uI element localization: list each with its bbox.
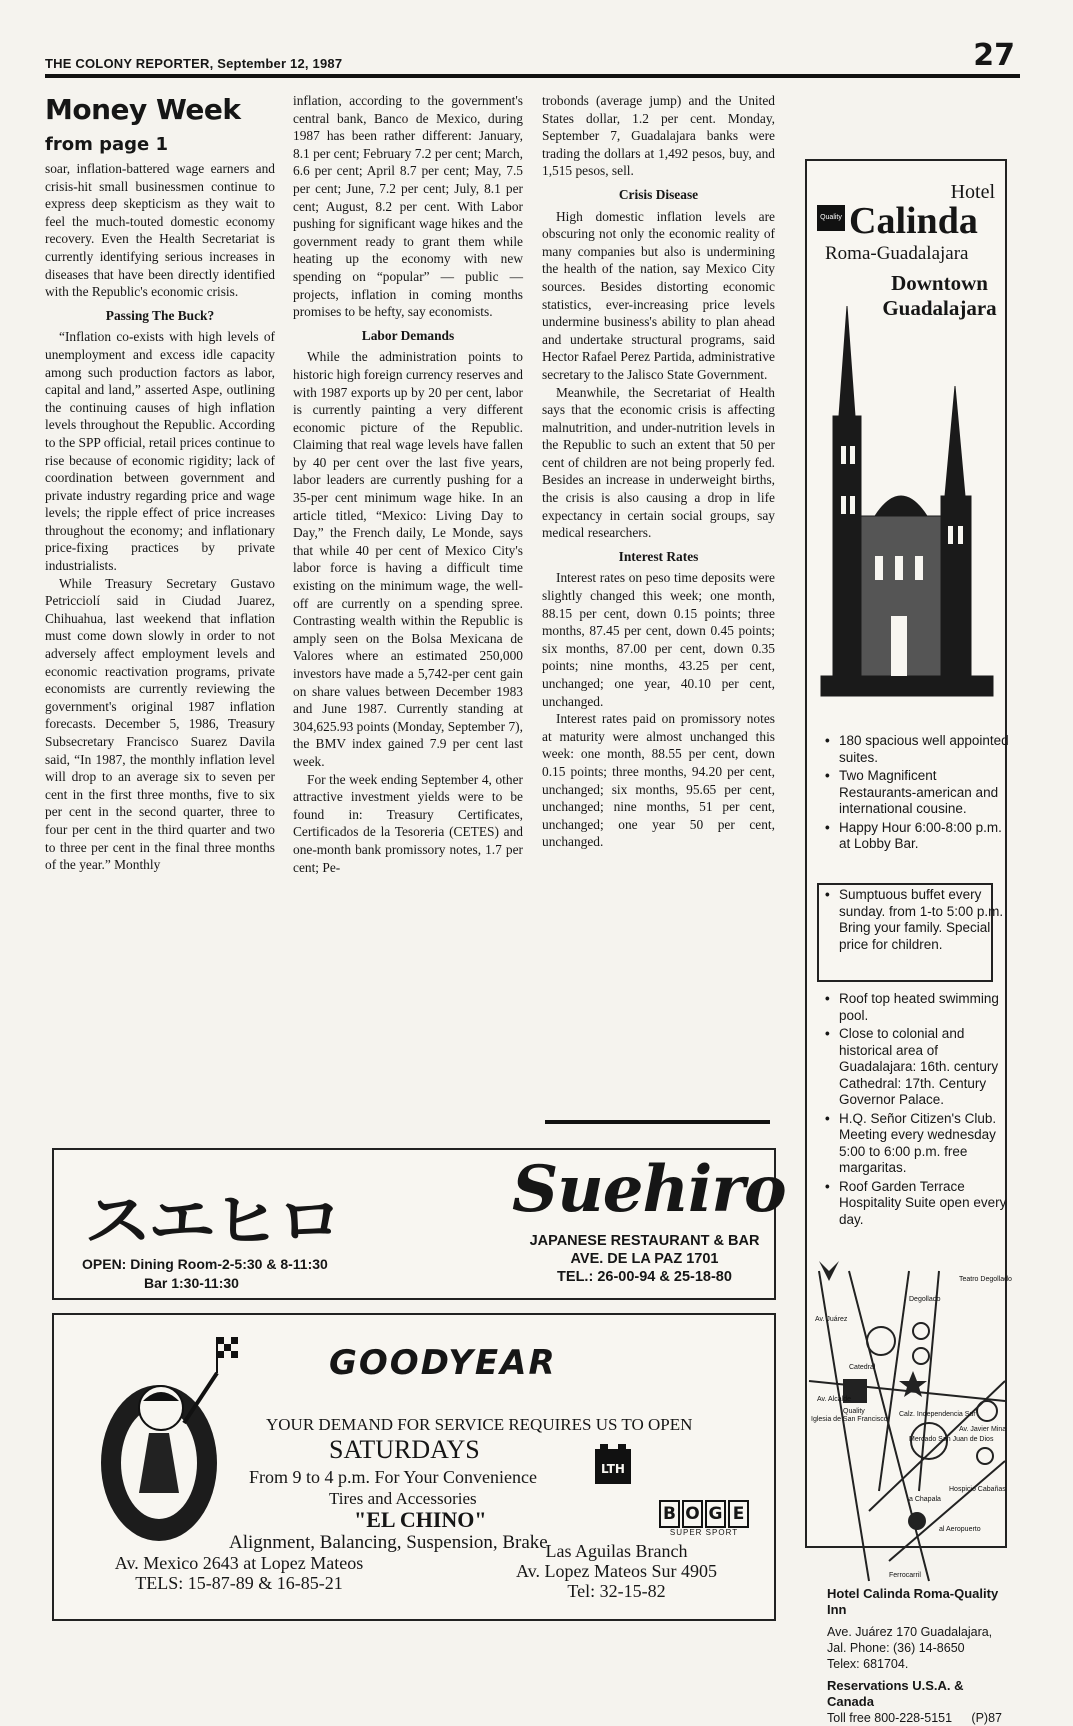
hotel-subtitle: Roma-Guadalajara <box>825 243 969 264</box>
feature-item: • Roof Garden Terrace Hospitality Suite open every day. <box>839 1179 1009 1229</box>
ad-code: (P)87 <box>971 1711 1002 1725</box>
page-number: 27 <box>973 38 1015 73</box>
saturdays-heading: SATURDAYS <box>329 1435 480 1464</box>
aguilas-branch-tel: Tel: 32-15-82 <box>567 1581 666 1601</box>
article-column-2 <box>293 92 523 876</box>
feature-item: • H.Q. Señor Citizen's Club. Meeting every wednesday 5:00 to 6:00 p.m. free margaritas. <box>839 1111 1009 1177</box>
suehiro-japanese-logo: スエヒロ <box>84 1188 341 1256</box>
paragraph: soar, inflation-battered wage earners and crisis-hit small businessmen continue to express deep skepticism as they wait to feel the much-touted domestic economy recovery. Even the Health Secretariat is currently identifying serious increases in diseases that have been directly identified with the Republic's economic crisis. <box>45 161 275 300</box>
hotel-footer <box>827 1586 1002 1726</box>
features-list <box>815 991 1009 1230</box>
paragraph: For the week ending September 4, other attractive investment yields were to be found in: Treasury Certificates, Certificados de la Tesoreria (CETES) and one-month bank promissory notes, 1.7 per cent; Pe- <box>293 771 523 875</box>
hours-line: From 9 to 4 p.m. For Your Convenience <box>249 1467 537 1487</box>
cathedral-illustration <box>815 296 999 721</box>
paragraph: While Treasury Secretary Gustavo Petricciolí said in Ciudad Juarez, Chihuahua, last weekend that inflation must come down slowly in order to not adversely affect employment levels and economic reactivation programs, private economists are currently reviewing the government's original 1987 inflation forecasts. December 5, 1986, Treasury Subsecretary Francisco Suarez Davila said, “In 1987, the monthly inflation level will drop to an average six to seven per cent in the first three months, five to six per cent in the second quarter, three to four per cent in the third quarter and two to three per cent in the final three months of the year.” Monthly <box>45 575 275 873</box>
map-label: Av. Javier Mina <box>959 1426 1007 1433</box>
mascot-illustration <box>99 1333 239 1545</box>
map-label: Teatro Degollado <box>959 1276 1012 1283</box>
map-label: Ferrocarril <box>889 1572 921 1579</box>
boge-tag: SUPER SPORT <box>669 1528 739 1537</box>
map-label: Calz. Independencia Sur <box>899 1411 976 1418</box>
article-headline: Money Week <box>45 93 241 126</box>
map-label: Quality <box>843 1408 865 1415</box>
map-label: Mercado San Juan de Dios <box>909 1436 994 1443</box>
map-label: a Chapala <box>909 1496 941 1503</box>
map-label: Catedral <box>849 1364 876 1371</box>
paragraph: Interest rates paid on promissory notes at maturity were almost unchanged this week: one month, 88.55 per cent, down 0.15 points; three months, 94.20 per cent, unchanged; six months, 95.65 per cent, unchanged; nine months, 51 per cent, unchanged; one year 50 per cent, unchanged. <box>542 711 775 850</box>
map-label: Av. Alcalde <box>817 1396 851 1403</box>
paper-dateline: THE COLONY REPORTER, September 12, 1987 <box>45 56 343 71</box>
section-heading: Crisis Disease <box>618 186 699 202</box>
map-label: Degollado <box>909 1296 941 1303</box>
section-heading: Interest Rates <box>618 548 699 564</box>
goodyear-tagline: YOUR DEMAND FOR SERVICE REQUIRES US TO OPEN <box>266 1415 693 1434</box>
paragraph: While the administration points to historic high foreign currency reserves and with 1987 exports up by 20 per cent, labor is currently painting a very different economic picture of the Republic. Claiming that real wage levels have fallen by 40 per cent over the last five years, labor leaders are currently pushing for a 35-per cent minimum wage hike. In an article titled, “Mexico: Living Day to Day,” the French daily, Le Monde, says that while 40 per cent of Mexico City's labor force is having a difficult time existing on the minimum wage, the well-off are currently on a spending spree. Contrasting wealth within the Republic is amply seen on the Bolsa Mexicana de Valores where an estimated 250,000 investors have made a 5,742-per cent gain on share values between December 1983 and June 1987. Currently standing at 304,625.93 points (Monday, September 7), the BMV index gained 7.9 per cent last week. <box>293 349 523 769</box>
restaurant-tel: TEL.: 26-00-94 & 25-18-80 <box>557 1269 732 1285</box>
boge-logo <box>659 1500 749 1537</box>
hotel-tollfree: Toll free 800-228-5151 <box>827 1711 953 1725</box>
aguilas-branch-address <box>499 1541 734 1601</box>
map-label: al Aeropuerto <box>939 1526 981 1533</box>
article-column-3 <box>542 92 775 851</box>
buffet-item: • Sumptuous buffet every sunday. from 1-to 5:00 p.m. Bring your family. Special price for children. <box>839 887 1009 953</box>
main-branch-street: Av. Mexico 2643 at Lopez Mateos <box>114 1553 364 1573</box>
hotel-label: Hotel <box>950 181 995 203</box>
article-column-1 <box>45 92 275 874</box>
products-line: Tires and Accessories <box>329 1489 477 1508</box>
amenity-item: • Two Magnificent Restaurants-american and international cousine. <box>839 768 1009 818</box>
aguilas-branch-name: Las Aguilas Branch <box>545 1541 688 1561</box>
buffet-list <box>815 887 1009 955</box>
restaurant-address: AVE. DE LA PAZ 1701 <box>570 1251 719 1267</box>
map-label: Av. Juárez <box>815 1316 848 1323</box>
hotel-telex: Telex: 681704. <box>827 1657 909 1671</box>
shop-name: "EL CHINO" <box>354 1507 487 1532</box>
hotel-address: Ave. Juárez 170 Guadalajara, <box>827 1625 993 1639</box>
main-branch-tels: TELS: 15-87-89 & 16-85-21 <box>135 1573 343 1593</box>
suehiro-hours <box>82 1255 328 1293</box>
continued-from: from page 1 <box>45 134 169 155</box>
paragraph: inflation, according to the government's central bank, Banco de Mexico, during 1987 has been rather different: January, 8.1 per cent; February 7.2 per cent; March, 6.6 per cent; April 8.7 per cent; May, 7.5 per cent; June, 7.2 per cent; July, 8.1 per cent; August, 8.2 per cent. With Labor pushing for significant wage hikes and the government ready to grant them while heating up the economy with new spending on “popular” — public — projects, inflation in coming months promises to be hefty, say economists. <box>293 93 523 320</box>
boge-letter: B <box>659 1500 680 1528</box>
masthead-rule <box>45 74 1020 78</box>
amenities-list <box>815 733 1009 855</box>
feature-item: • Close to colonial and historical area of Guadalajara: 16th. century Cathedral: 17th. Century Governor Palace. <box>839 1026 1009 1109</box>
paragraph: trobonds (average jump) and the United States dollar, 1.2 per cent. Monday, September 7, Guadalajara banks were trading the dollars at 1,492 pesos, buy, and 1,515 pesos, sell. <box>542 93 775 179</box>
feature-item: • Roof top heated swimming pool. <box>839 991 1009 1024</box>
location-map <box>809 1261 1012 1583</box>
boge-letter: G <box>705 1500 726 1528</box>
hotel-footer-name: Hotel Calinda Roma-Quality Inn <box>827 1586 999 1617</box>
amenity-item: • Happy Hour 6:00-8:00 p.m. at Lobby Bar. <box>839 820 1009 853</box>
aguilas-branch-street: Av. Lopez Mateos Sur 4905 <box>516 1561 717 1581</box>
article-end-rule <box>545 1120 770 1124</box>
hotel-calinda-ad <box>805 159 1012 1725</box>
suehiro-logo: Suehiro <box>512 1152 786 1227</box>
hotel-reservations: Reservations U.S.A. & Canada <box>827 1678 964 1709</box>
map-label: Hospicio Cabañas <box>949 1486 1006 1493</box>
services-line: Alignment, Balancing, Suspension, Brake <box>229 1532 548 1553</box>
amenity-item: • 180 spacious well appointed suites. <box>839 733 1009 766</box>
dining-hours: OPEN: Dining Room-2-5:30 & 8-11:30 <box>82 1256 328 1272</box>
suehiro-address-block <box>512 1232 777 1286</box>
paragraph: High domestic inflation levels are obscuring not only the economic reality of many companies but also is undermining the health of the nation, say Mexico City sources. Besides distorting economic statistics, ever-increasing price levels undermine business's ability to plan ahead and undertake structural programs, said Hector Rafael Perez Partida, administrative secretary to the Jalisco State Government. <box>542 208 775 382</box>
bar-hours: Bar 1:30-11:30 <box>144 1275 239 1291</box>
downtown-heading: Downtown Guadalajara <box>882 271 997 320</box>
boge-letter: E <box>728 1500 749 1528</box>
battery-icon <box>594 1443 632 1485</box>
map-label: Iglesia de San Francisco <box>811 1416 888 1423</box>
boge-letter: O <box>682 1500 703 1528</box>
paragraph: Interest rates on peso time deposits were slightly changed this week; one month, 88.15 per cent, down 0.15 points; three months, 87.45 per cent, down 0.45 points; six months, 87.00 per cent, down 0.35 points; nine months, 43.25 per cent, unchanged; one year, 40.10 per cent, unchanged. <box>542 570 775 709</box>
section-heading: Passing The Buck? <box>105 307 215 323</box>
section-heading: Labor Demands <box>361 327 455 343</box>
hotel-name: Calinda <box>849 200 978 242</box>
paragraph: “Inflation co-exists with high levels of unemployment and excess idle capacity among such production factors as labor, capital and land,” asserted Aspe, outlining the continuing causes of high inflation levels throughout the Republic. According to the SPP official, retail prices continue to rise because of economic rigidity; lack of coordination between government and private industry regarding price and wage levels; the ripple effect of price increases throughout the economy; and inflationary price-fixing practices by private industrialists. <box>45 329 275 574</box>
suehiro-ad <box>52 1148 786 1300</box>
quality-badge: Quality <box>817 205 845 231</box>
battery-label: LTH <box>601 1462 625 1476</box>
goodyear-logo: GOODYEAR <box>329 1343 557 1383</box>
paragraph: Meanwhile, the Secretariat of Health says that the economic crisis is affecting malnutrition, and under-nutrition levels in the Republic to such an extent that 50 per cent of children are not being properly fed. Besides an increase in underweight births, the crisis is also causing a drop in life expectancy in certain social groups, say medical researchers. <box>542 384 775 541</box>
goodyear-ad <box>52 1313 776 1621</box>
main-branch-address <box>84 1553 394 1593</box>
hotel-phone: Jal. Phone: (36) 14-8650 <box>827 1641 965 1655</box>
restaurant-type: JAPANESE RESTAURANT & BAR <box>529 1233 760 1249</box>
